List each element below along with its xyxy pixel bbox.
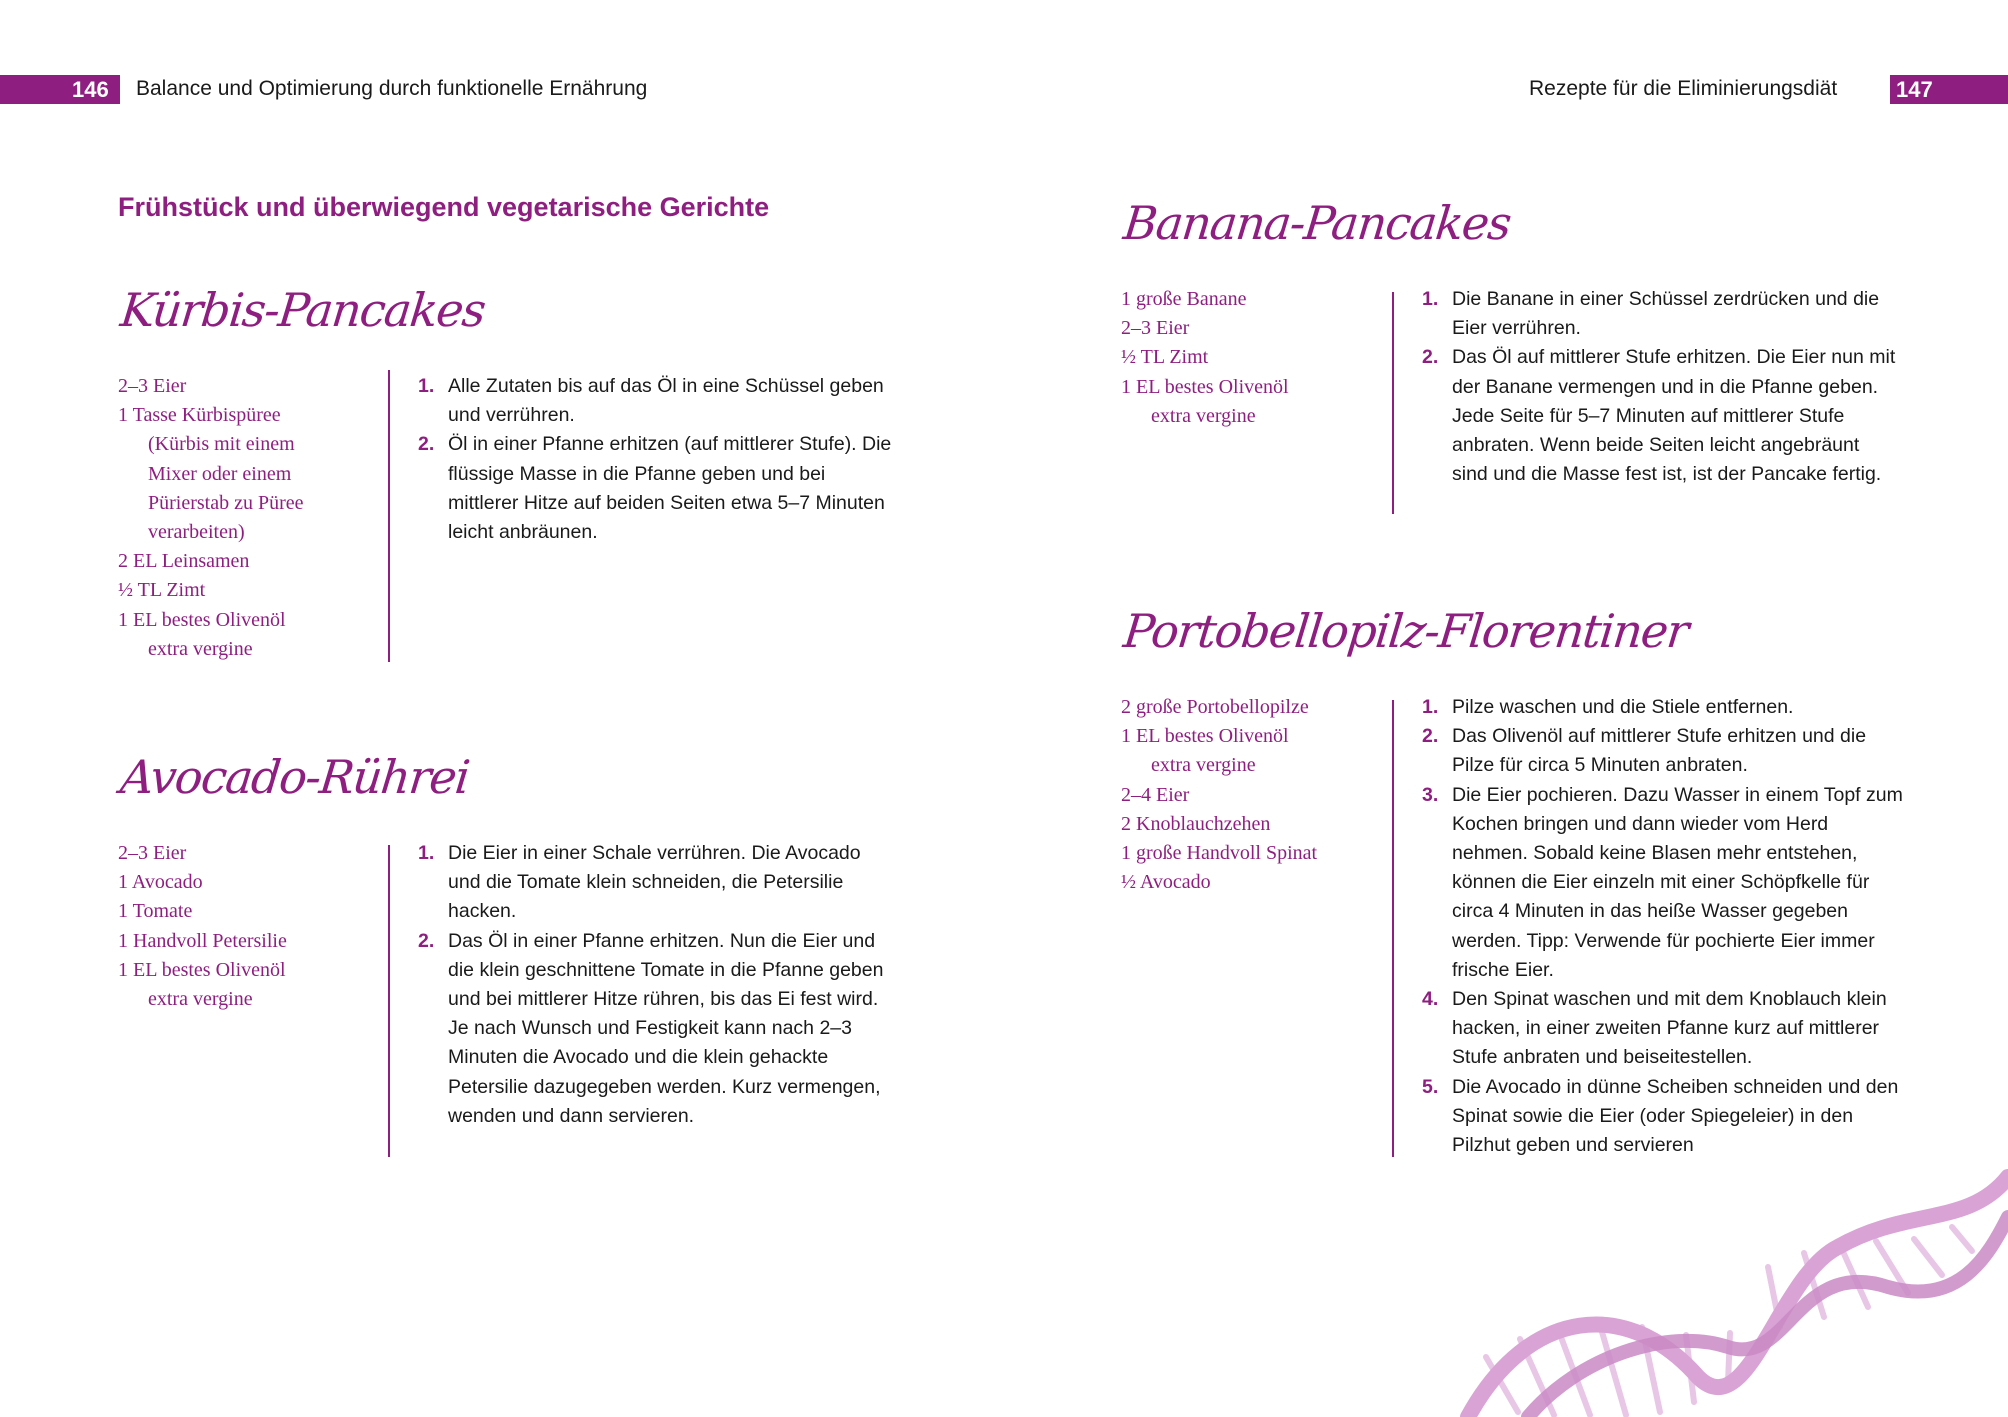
helix-rung — [1914, 1239, 1942, 1275]
step — [418, 927, 894, 1131]
step — [418, 372, 894, 430]
divider-portobello — [1392, 700, 1394, 1157]
ingredient: 2 EL Leinsamen — [118, 550, 250, 573]
step-text: Die Avocado in dünne Scheiben schneiden und den Spinat sowie die Eier (oder Spiegeleier) in den Pilzhut geben und servieren — [1452, 1075, 1899, 1157]
ingredient: 1 EL bestes Olivenöl — [118, 958, 286, 981]
step-text: Pilze waschen und die Stiele entfernen. — [1452, 696, 1794, 718]
step-number: 2. — [418, 433, 435, 456]
ingredient: 1 Tomate — [118, 900, 193, 923]
ingredient: 1 Avocado — [118, 871, 203, 894]
helix-rung — [1952, 1227, 1972, 1251]
step — [418, 839, 894, 927]
ingredient: 1 EL bestes Olivenöl — [118, 608, 286, 631]
steps-avocado — [418, 839, 894, 1131]
ingredient: 1 EL bestes Olivenöl — [1121, 725, 1289, 748]
step-text: Die Eier in einer Schale verrühren. Die Avocado und die Tomate klein schneiden, die Petersilie hacken. — [448, 842, 861, 923]
divider-banana — [1392, 292, 1394, 514]
step-number: 1. — [418, 842, 435, 864]
step-text: Alle Zutaten bis auf das Öl in eine Schüssel geben und verrühren. — [448, 375, 884, 427]
step-number: 2. — [1422, 725, 1439, 748]
step — [1422, 343, 1900, 489]
left-running-title: Balance und Optimierung durch funktionelle Ernährung — [136, 77, 648, 100]
step — [1422, 985, 1908, 1073]
step-text: Die Eier pochieren. Dazu Wasser in einem Topf zum Kochen bringen und dann wieder vom Herd nehmen. Sobald keine Blasen mehr entstehen, können die Eier einzeln mit einer Schöpfkelle für circa 4 Minuten in das heiße Wasser gegeben werden. Tipp: Verwende für pochierte Eier immer frische Eier. — [1452, 783, 1903, 981]
ingredient: (Kürbis mit einem — [148, 433, 295, 456]
steps-banana — [1422, 285, 1900, 489]
step-number: 4. — [1422, 988, 1439, 1011]
recipe-title-avocado: Avocado-Rührei — [118, 750, 472, 804]
helix-rung — [1600, 1325, 1626, 1415]
ingredient: Pürierstab zu Püree — [148, 491, 304, 514]
left-page-number: 146 — [72, 77, 109, 102]
step-number: 2. — [1422, 346, 1439, 369]
ingredients-banana — [1121, 285, 1381, 431]
step-text: Die Banane in einer Schüssel zerdrücken und die Eier verrühren. — [1452, 288, 1880, 340]
step-text: Das Olivenöl auf mittlerer Stufe erhitzen und die Pilze für circa 5 Minuten anbraten. — [1452, 725, 1867, 777]
step-number: 5. — [1422, 1075, 1439, 1098]
step-text: Öl in einer Pfanne erhitzen (auf mittlerer Stufe). Die flüssige Masse in die Pfanne geben und bei mittlerer Hitze auf beiden Seiten etwa 5–7 Minuten leicht anbräunen. — [448, 433, 892, 544]
ingredient: 2–3 Eier — [1121, 317, 1190, 340]
ingredient: 1 EL bestes Olivenöl — [1121, 375, 1289, 398]
ingredient: 2–4 Eier — [1121, 783, 1190, 806]
divider-kuerbis — [388, 370, 390, 662]
step-number: 1. — [1422, 288, 1439, 310]
ingredient: 2–3 Eier — [118, 375, 187, 397]
step — [1422, 781, 1908, 985]
step — [1422, 693, 1908, 722]
recipe-title-portobello: Portobellopilz-Florentiner — [1121, 604, 1691, 658]
ingredient: ½ TL Zimt — [118, 579, 206, 602]
step-text: Den Spinat waschen und mit dem Knoblauch klein hacken, in einer zweiten Pfanne kurz auf mittlerer Stufe anbraten und beiseitestellen. — [1452, 988, 1887, 1069]
step — [418, 430, 894, 547]
ingredient: 1 große Banane — [1121, 288, 1247, 310]
ingredient: extra vergine — [148, 637, 253, 660]
step-number: 3. — [1422, 783, 1439, 806]
recipe-title-banana: Banana-Pancakes — [1121, 196, 1513, 250]
step-number: 1. — [418, 375, 435, 397]
ingredient: ½ Avocado — [1121, 871, 1211, 894]
ingredient: 2 große Portobellopilze — [1121, 696, 1309, 718]
ingredient: 2–3 Eier — [118, 842, 187, 864]
section-title: Frühstück und überwiegend vegetarische Gerichte — [118, 192, 770, 222]
ingredient: Mixer oder einem — [148, 462, 292, 485]
ingredients-avocado — [118, 839, 378, 1014]
step-number: 2. — [418, 929, 435, 952]
step — [1422, 285, 1900, 343]
ingredient: extra vergine — [1151, 754, 1256, 777]
ingredient: verarbeiten) — [148, 521, 245, 544]
ingredients-kuerbis — [118, 372, 378, 664]
ingredient: 1 Handvoll Petersilie — [118, 929, 287, 952]
ingredient: 2 Knoblauchzehen — [1121, 812, 1271, 835]
step-number: 1. — [1422, 696, 1439, 718]
ingredient: extra vergine — [1151, 404, 1256, 427]
divider-avocado — [388, 845, 390, 1157]
step — [1422, 722, 1908, 780]
right-running-title: Rezepte für die Eliminierungsdiät — [1529, 77, 1838, 100]
ingredients-portobello — [1121, 693, 1383, 897]
step-text: Das Öl in einer Pfanne erhitzen. Nun die Eier und die klein geschnittene Tomate in die Pfanne geben und bei mittlerer Hitze rühren, bis das Ei fest wird. Je nach Wunsch und Festigkeit kann nach 2–3 Minuten die Avocado und die klein gehackte Petersilie dazugegeben werden. Kurz vermengen, wenden und dann servieren. — [448, 929, 884, 1127]
ingredient: ½ TL Zimt — [1121, 346, 1209, 369]
step-text: Das Öl auf mittlerer Stufe erhitzen. Die Eier nun mit der Banane vermengen und in die Pfanne geben. Jede Seite für 5–7 Minuten auf mittlerer Stufe anbraten. Wenn beide Seiten leicht angebräunt sind und die Masse fest ist, ist der Pancake fertig. — [1452, 346, 1896, 486]
dna-helix-icon — [1368, 1157, 2008, 1417]
ingredient: 1 große Handvoll Spinat — [1121, 842, 1318, 865]
right-page-number: 147 — [1896, 77, 1933, 102]
ingredient: 1 Tasse Kürbispüree — [118, 404, 281, 427]
recipe-title-kuerbis: Kürbis-Pancakes — [118, 283, 488, 337]
step — [1422, 1073, 1908, 1161]
steps-portobello — [1422, 693, 1908, 1160]
steps-kuerbis — [418, 372, 894, 547]
ingredient: extra vergine — [148, 988, 253, 1011]
